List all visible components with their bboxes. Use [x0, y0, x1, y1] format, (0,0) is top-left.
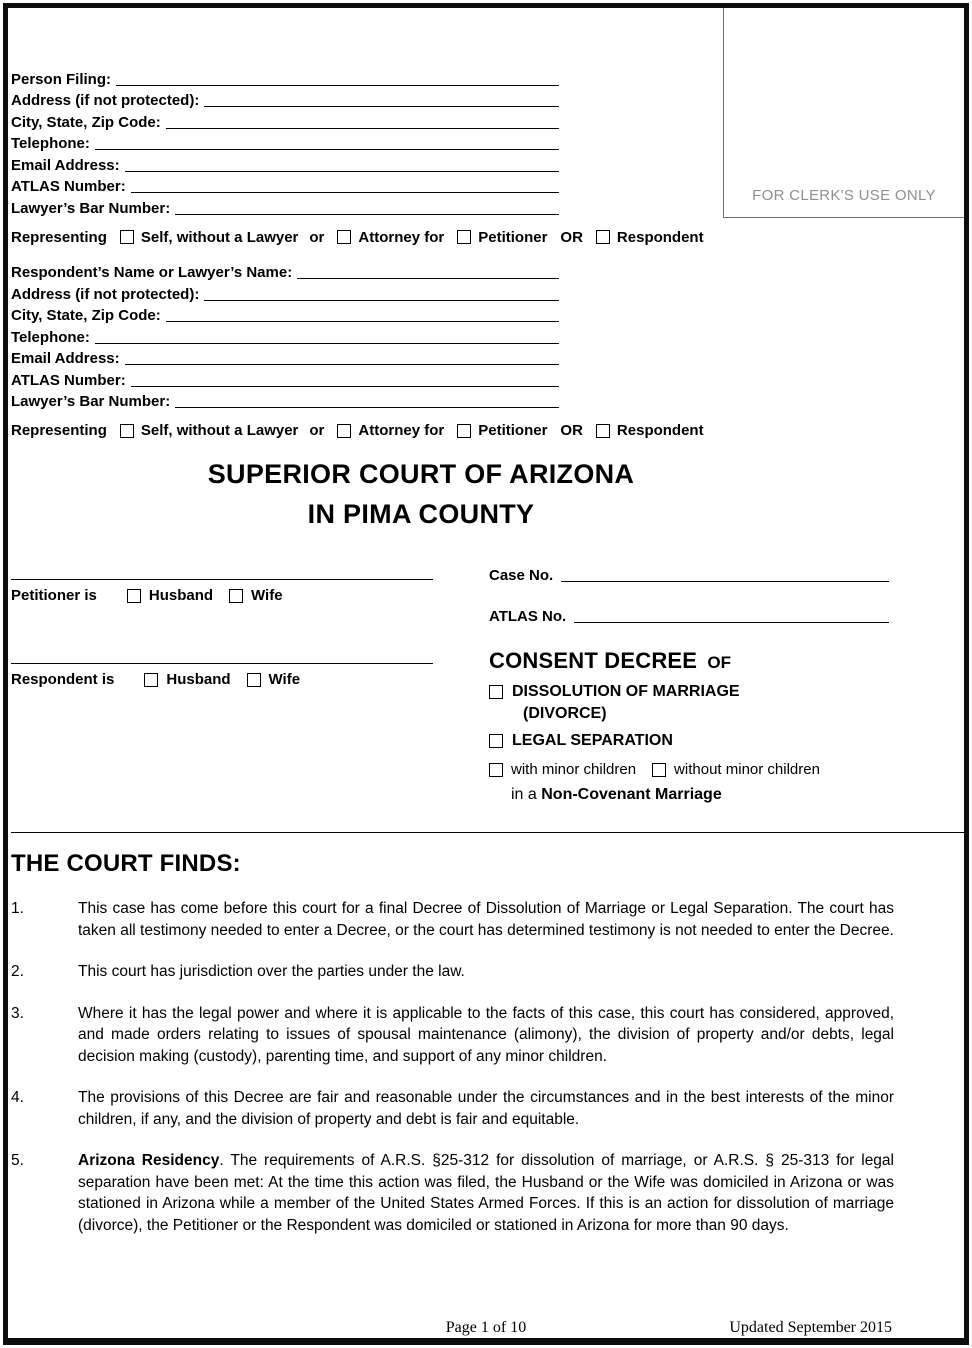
respondent-city-line[interactable] — [166, 321, 559, 322]
respondent-wife-label: Wife — [268, 671, 301, 688]
petitioner-husband-checkbox[interactable] — [127, 589, 141, 603]
legal-separation-option-row — [489, 732, 889, 750]
rep2-attorney-checkbox[interactable] — [337, 424, 351, 438]
finding-text-rest: . The requirements of A.R.S. §25-312 for dissolution of marriage, or A.R.S. § 25-313 for legal separation have been met: At the time this action was filed, the Husband or the Wife was domiciled in Arizona or was stationed in Arizona while a member of the United States Armed Forces. If this is an action for dissolution of marriage (divorce), the Petitioner or the Respondent was domiciled or stationed in Arizona for more than 90 days. — [78, 1152, 894, 1234]
rep1-self-checkbox[interactable] — [120, 230, 134, 244]
case-number-row — [489, 560, 889, 584]
rep1-attorney-checkbox[interactable] — [337, 230, 351, 244]
marriage-type-line — [511, 786, 889, 804]
atlas-no-label: ATLAS No. — [489, 608, 567, 625]
field-row-respondent-city — [11, 303, 559, 325]
dissolution-label: DISSOLUTION OF MARRIAGE — [512, 683, 740, 700]
field-row-filer-bar-number — [11, 195, 559, 217]
filer-bar-number-line[interactable] — [175, 214, 559, 215]
respondent-email-label: Email Address: — [11, 350, 120, 367]
filer-address-label: Address (if not protected): — [11, 92, 200, 109]
field-row-respondent-telephone — [11, 324, 559, 346]
rep1-attorney-label: Attorney for — [358, 228, 445, 246]
with-children-label: with minor children — [511, 761, 637, 778]
rep2-or-caps-text: OR — [560, 422, 583, 439]
filer-address-line[interactable] — [204, 106, 559, 107]
clerk-use-only-label: FOR CLERK'S USE ONLY — [752, 187, 936, 204]
finding-text — [78, 1150, 894, 1236]
rep2-self-checkbox[interactable] — [120, 424, 134, 438]
petitioner-is-label: Petitioner is — [11, 587, 97, 604]
rep1-or-caps-text: OR — [560, 228, 583, 246]
filer-telephone-label: Telephone: — [11, 135, 90, 152]
field-row-filer-address — [11, 88, 559, 110]
court-title-line2: IN PIMA COUNTY — [307, 499, 535, 529]
field-row-filer-atlas — [11, 174, 559, 196]
filer-atlas-line[interactable] — [131, 192, 559, 193]
field-row-respondent-name — [11, 260, 559, 282]
rep2-or-text: or — [309, 422, 325, 439]
clerk-use-only-box — [723, 8, 964, 218]
finding-item-4 — [11, 1087, 964, 1130]
with-children-checkbox[interactable] — [489, 763, 503, 777]
respondent-husband-checkbox[interactable] — [144, 673, 158, 687]
atlas-no-line[interactable] — [574, 622, 889, 623]
respondent-address-label: Address (if not protected): — [11, 285, 200, 303]
filer-info-block — [11, 66, 559, 217]
filer-city-line[interactable] — [166, 128, 559, 129]
field-row-respondent-address — [11, 281, 559, 303]
finding-number: 2. — [11, 963, 24, 981]
respondent-telephone-label: Telephone: — [11, 328, 90, 346]
rep1-or-text: or — [309, 228, 325, 246]
dissolution-option-row — [489, 683, 889, 701]
rep2-respondent-label: Respondent — [616, 422, 704, 439]
divorce-sub-label: (DIVORCE) — [523, 705, 607, 722]
legal-separation-label: LEGAL SEPARATION — [512, 732, 673, 749]
rep2-self-label: Self, without a Lawyer — [140, 422, 299, 439]
filer-telephone-line[interactable] — [95, 149, 559, 150]
decree-title — [489, 648, 889, 674]
respondent-bar-number-line[interactable] — [175, 407, 559, 408]
representing-label: Representing — [11, 422, 107, 439]
representing-row-filer — [11, 229, 964, 246]
finding-item-5 — [11, 1150, 964, 1236]
filer-city-label: City, State, Zip Code: — [11, 113, 161, 131]
finding-number: 1. — [11, 900, 24, 917]
rep2-attorney-label: Attorney for — [358, 422, 445, 439]
children-option-row — [489, 761, 889, 778]
respondent-row — [11, 671, 489, 688]
case-no-line[interactable] — [561, 581, 889, 582]
finding-number: 5. — [11, 1152, 24, 1170]
petitioner-row — [11, 587, 489, 604]
finding-text: This case has come before this court for a final Decree of Dissolution of Marriage or Legal Separation. The court has taken all testimony needed to enter a Decree, or the court has determined testimony is not needed to enter the Decree. — [78, 900, 894, 939]
dissolution-checkbox[interactable] — [489, 685, 503, 699]
filer-email-line[interactable] — [125, 171, 559, 172]
legal-separation-checkbox[interactable] — [489, 734, 503, 748]
respondent-email-line[interactable] — [125, 364, 559, 365]
respondent-telephone-line[interactable] — [95, 343, 559, 344]
field-row-person-filing — [11, 66, 559, 88]
respondent-is-label: Respondent is — [11, 671, 115, 688]
respondent-address-line[interactable] — [204, 300, 559, 301]
field-row-filer-city — [11, 109, 559, 131]
rep1-petitioner-label: Petitioner — [478, 228, 548, 246]
rep1-petitioner-checkbox[interactable] — [457, 230, 471, 244]
caption-parties — [11, 560, 489, 804]
without-children-checkbox[interactable] — [652, 763, 666, 777]
respondent-info-block — [11, 260, 559, 411]
petitioner-husband-label: Husband — [148, 587, 214, 604]
representing-label: Representing — [11, 228, 107, 246]
finding-number: 3. — [11, 1004, 24, 1022]
updated-date: Updated September 2015 — [729, 1319, 892, 1336]
court-finds-heading: THE COURT FINDS: — [11, 850, 241, 877]
respondent-wife-checkbox[interactable] — [247, 673, 261, 687]
atlas-number-row — [489, 601, 889, 625]
marriage-type-label: Non-Covenant Marriage — [541, 786, 722, 803]
petitioner-name-line[interactable] — [11, 570, 433, 580]
finding-text: The provisions of this Decree are fair and reasonable under the circumstances and in the best interests of the minor children, if any, and the division of property and debt is fair and equitable. — [78, 1089, 894, 1128]
petitioner-wife-label: Wife — [251, 587, 283, 604]
finding-item-3 — [11, 1003, 964, 1068]
respondent-name-line[interactable] — [297, 278, 559, 279]
finding-text: Where it has the legal power and where it is applicable to the facts of this case, this court has considered, approved, and made orders relating to issues of spousal maintenance (alimony), the division of property and/or debts, legal decision making (custody), parenting time, and support of any minor children. — [78, 1004, 894, 1065]
decree-title-of: OF — [707, 653, 731, 672]
court-title-line1: SUPERIOR COURT OF ARIZONA — [207, 459, 635, 489]
section-divider — [11, 832, 964, 833]
respondent-bar-number-label: Lawyer’s Bar Number: — [11, 393, 171, 410]
field-row-respondent-atlas — [11, 367, 559, 389]
respondent-husband-label: Husband — [166, 671, 231, 688]
rep2-petitioner-checkbox[interactable] — [457, 424, 471, 438]
representing-row-respondent — [11, 422, 964, 439]
finding-item-2 — [11, 961, 964, 983]
respondent-atlas-label: ATLAS Number: — [11, 371, 126, 389]
caption-case-info — [489, 560, 889, 804]
field-row-respondent-email — [11, 346, 559, 368]
filer-atlas-label: ATLAS Number: — [11, 178, 126, 195]
rep2-respondent-checkbox[interactable] — [596, 424, 610, 438]
case-no-label: Case No. — [489, 567, 554, 584]
filer-bar-number-label: Lawyer’s Bar Number: — [11, 199, 171, 217]
person-filing-line[interactable] — [116, 85, 559, 86]
respondent-atlas-line[interactable] — [131, 386, 559, 387]
rep2-petitioner-label: Petitioner — [478, 422, 548, 439]
without-children-label: without minor children — [674, 761, 820, 778]
field-row-filer-telephone — [11, 131, 559, 153]
finding-text: This court has jurisdiction over the parties under the law. — [78, 963, 465, 981]
field-row-filer-email — [11, 152, 559, 174]
rep1-respondent-checkbox[interactable] — [596, 230, 610, 244]
person-filing-label: Person Filing: — [11, 70, 112, 88]
finding-number: 4. — [11, 1089, 24, 1107]
page-number: Page 1 of 10 — [445, 1319, 527, 1336]
respondent-city-label: City, State, Zip Code: — [11, 307, 161, 324]
finding-item-1 — [11, 898, 964, 941]
field-row-respondent-bar-number — [11, 389, 559, 411]
marriage-prefix: in a — [511, 786, 542, 803]
filer-email-label: Email Address: — [11, 156, 120, 174]
finding-lead-bold: Arizona Residency — [78, 1152, 220, 1170]
respondent-name-label: Respondent’s Name or Lawyer’s Name: — [11, 264, 293, 281]
petitioner-wife-checkbox[interactable] — [229, 589, 243, 603]
respondent-party-name-line[interactable] — [11, 654, 433, 664]
rep1-self-label: Self, without a Lawyer — [140, 228, 299, 246]
rep1-respondent-label: Respondent — [616, 228, 704, 246]
decree-title-main: CONSENT DECREE — [489, 648, 698, 673]
case-caption — [11, 560, 964, 804]
